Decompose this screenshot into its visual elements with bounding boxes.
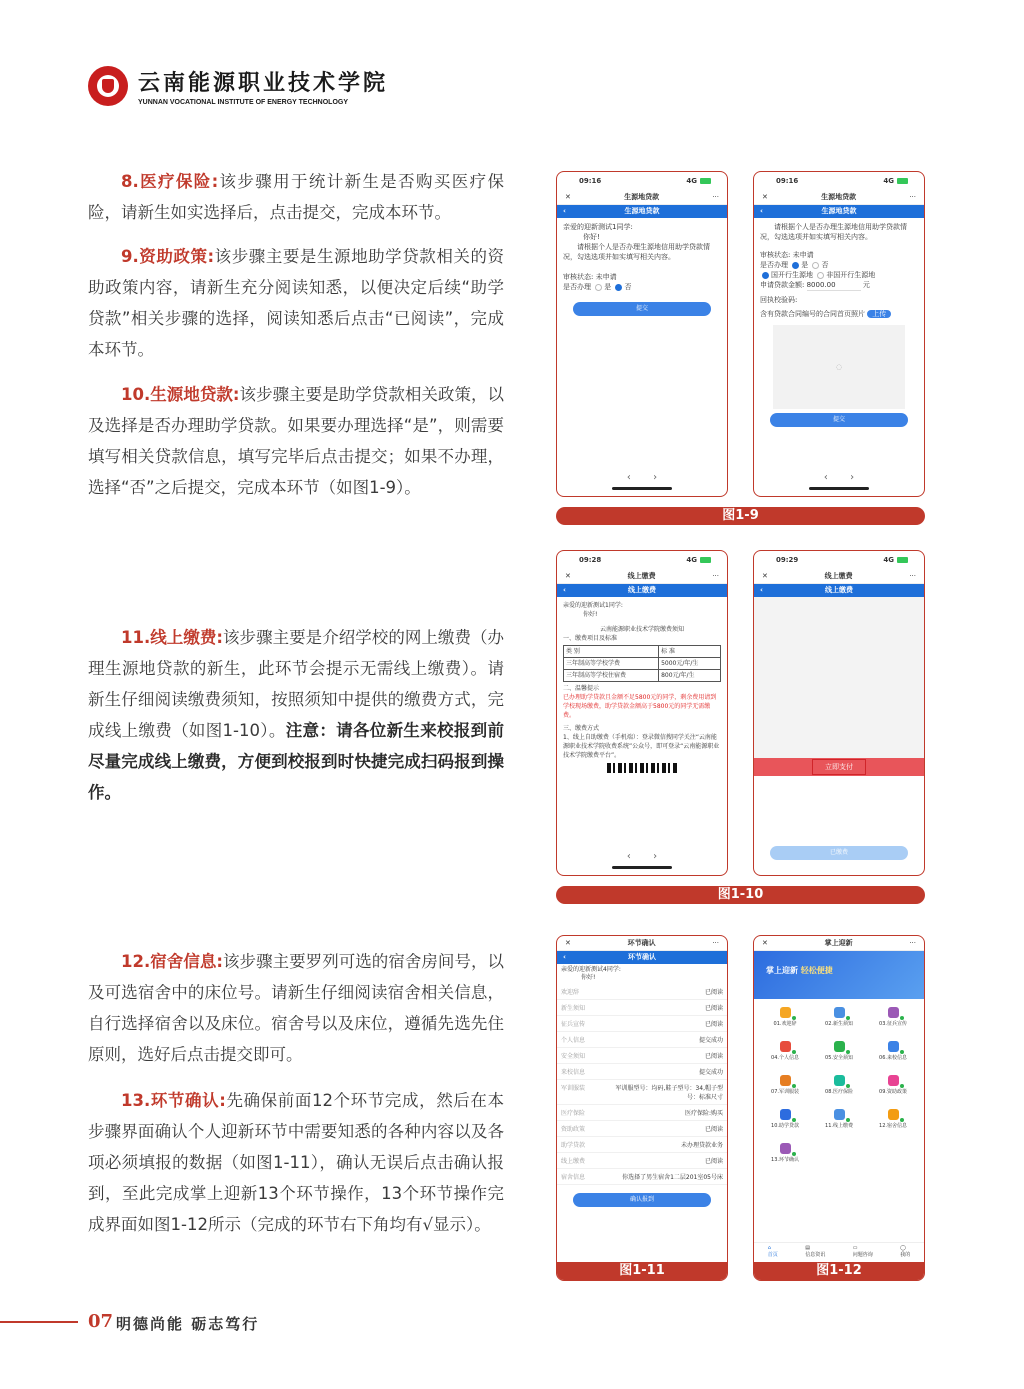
status-value: 未申请 <box>792 251 814 259</box>
radio-type-a[interactable] <box>762 272 769 279</box>
nav-title: 线上缴费 <box>825 586 853 594</box>
row-value: 你选择了男生宿舍1二层201室05号床 <box>622 1174 723 1181</box>
table-row <box>557 984 727 1000</box>
section-9 <box>88 241 504 365</box>
module-icon <box>780 1143 791 1154</box>
more-icon[interactable]: ··· <box>712 939 719 947</box>
banner <box>754 951 924 999</box>
grid-item[interactable] <box>760 1005 810 1035</box>
module-icon <box>888 1041 899 1052</box>
paid-button[interactable]: 已缴费 <box>770 846 908 860</box>
close-icon[interactable]: ✕ <box>762 193 768 201</box>
status-label: 审核状态: <box>760 251 791 259</box>
section-8-body: 该步骤用于统计新生是否购买医疗保险，请新生如实选择后，点击提交，完成本环节。 <box>88 172 504 222</box>
browser-nav[interactable]: ‹ › <box>557 472 727 490</box>
row2-category: 三年制高等学校住宿费 <box>564 670 659 682</box>
table-row <box>557 1064 727 1080</box>
tab-home[interactable]: ⌂ 首页 <box>767 1245 778 1258</box>
row-key: 资助政策 <box>561 1126 586 1133</box>
row-key: 欢迎辞 <box>561 989 580 996</box>
table-row <box>557 1121 727 1137</box>
signal-label: 4G <box>883 556 894 564</box>
row-value: 已阅读 <box>704 989 723 996</box>
section-9-body: 该步骤主要是生源地助学贷款相关的资助政策内容，请新生充分阅读知悉，以便决定后续“助学贷款”相关步骤的选择，阅读知悉后点击“已阅读”，完成本环节。 <box>88 247 504 359</box>
window-title: 掌上迎新 <box>824 939 853 947</box>
table-row <box>557 1137 727 1153</box>
amount-unit: 元 <box>862 281 870 289</box>
code-label: 回执校验码: <box>760 296 798 304</box>
hello: 你好! <box>583 611 598 618</box>
grid-item-label: 05.安全须知 <box>825 1055 853 1061</box>
radio-yes-label: 是 <box>604 283 612 291</box>
module-icon <box>888 1007 899 1018</box>
upload-label: 含有贷款合同编号的合同首页照片 <box>760 310 865 318</box>
section-12 <box>88 946 504 1070</box>
pay-now-bar <box>754 758 924 776</box>
close-icon[interactable]: ✕ <box>762 939 768 947</box>
back-icon[interactable]: ‹ <box>563 586 566 594</box>
section-13-body: 先确保前面12个环节完成，然后在本步骤界面确认个人迎新环节中需要知悉的各种内容以及各项必须填报的数据（如图1-11），确认无误后点击确认报到，至此完成掌上迎新13个环节操作，13个环节操作完成界面如图1-12所示（完成的环节右下角均有√显示）。 <box>88 1091 505 1234</box>
row-value: 已阅读 <box>704 1158 723 1165</box>
hello: 你好! <box>581 974 596 981</box>
grid-item[interactable] <box>868 1039 918 1069</box>
fig12-caption: 图1-12 <box>754 1262 924 1280</box>
grid-item[interactable] <box>868 1073 918 1103</box>
brand-chinese: 云南能源职业技术学院 <box>138 70 389 96</box>
row-key: 来校信息 <box>561 1069 586 1076</box>
row-value: 提交成功 <box>698 1037 723 1044</box>
grid-item[interactable] <box>760 1039 810 1069</box>
grid-item[interactable] <box>868 1107 918 1137</box>
banner-title: 掌上迎新 <box>766 966 798 975</box>
row-key: 线上缴费 <box>561 1158 586 1165</box>
amount-input[interactable]: 8000.00 <box>807 280 861 291</box>
row1-standard: 5000元/年/生 <box>659 658 721 670</box>
intro-text: 请根据个人是否办理生源地信用助学贷款情况，勾选选项并如实填写相关内容。 <box>563 243 710 261</box>
fig9-right-phone <box>753 171 925 497</box>
greeting: 亲爱的迎新测试4同学: <box>561 966 621 973</box>
row-value: 已阅读 <box>704 1126 723 1133</box>
module-icon <box>834 1109 845 1120</box>
section-1: 一、缴费项目及标准 <box>563 635 618 642</box>
module-icon <box>888 1075 899 1086</box>
bottom-tabbar <box>754 1242 924 1262</box>
table-row <box>557 1105 727 1121</box>
app-grid <box>754 999 924 1177</box>
section-12-body: 该步骤主要罗列可选的宿舍房间号，以及可选宿舍中的床位号。请新生仔细阅读宿舍相关信息，自行选择宿舍以及床位。宿舍号以及床位，遵循先选先住原则，选好后点击提交即可。 <box>88 952 505 1064</box>
fig10-right-phone <box>753 550 925 876</box>
module-icon <box>780 1109 791 1120</box>
table-row <box>557 1048 727 1064</box>
window-title: 线上缴费 <box>627 572 656 580</box>
battery-icon <box>700 178 711 184</box>
row-key: 征兵宣传 <box>561 1021 586 1028</box>
radio-type-b[interactable] <box>817 272 824 279</box>
section-11-note: 注意：请各位新生来校报到前尽量完成线上缴费，方便到校报到时快捷完成扫码报到操作。 <box>88 721 504 802</box>
window-title: 环节确认 <box>627 939 656 947</box>
more-icon[interactable]: ··· <box>712 572 719 580</box>
section-8 <box>88 166 504 228</box>
row-key: 宿舍信息 <box>561 1174 586 1181</box>
nav-title: 线上缴费 <box>628 586 656 594</box>
grid-item[interactable] <box>814 1005 864 1035</box>
row-value: 已阅读 <box>704 1021 723 1028</box>
payment-content-area <box>754 597 924 758</box>
section-2: 二、温馨提示 <box>563 685 600 692</box>
radio-no[interactable] <box>615 284 622 291</box>
way-text: 1、线上自助缴费（手机端）：登录微信搜同学关注“云南能源职业技术学院收费系统”公众号，即可登录“云南能源职业技术学院缴费平台”。 <box>563 734 720 759</box>
close-icon[interactable]: ✕ <box>565 939 571 947</box>
grid-item-label: 06.来校信息 <box>879 1055 907 1061</box>
radio-no-label: 否 <box>624 283 632 291</box>
table-row <box>557 1000 727 1016</box>
page-header <box>88 66 388 106</box>
grid-item[interactable] <box>868 1005 918 1035</box>
table-row <box>557 1016 727 1032</box>
tab-news[interactable]: ▤ 信息资讯 <box>805 1245 826 1258</box>
module-icon <box>834 1007 845 1018</box>
row-key: 医疗保险 <box>561 1110 586 1117</box>
notice-title: 云南能源职业技术学院缴费须知 <box>599 626 684 633</box>
module-icon <box>834 1075 845 1086</box>
status-label: 审核状态: <box>563 273 594 281</box>
battery-icon <box>897 178 908 184</box>
fee-table <box>563 645 721 682</box>
tab-home-label: 首页 <box>767 1252 778 1258</box>
page-number: 07 <box>88 1311 114 1332</box>
row-value: 提交成功 <box>698 1069 723 1076</box>
back-icon[interactable]: ‹ <box>760 207 763 215</box>
back-icon[interactable]: ‹ <box>760 586 763 594</box>
tab-questions[interactable]: ▭ 问题咨询 <box>852 1245 873 1258</box>
grid-item[interactable] <box>760 1073 810 1103</box>
grid-item[interactable] <box>760 1107 810 1137</box>
table-row <box>557 1080 727 1105</box>
grid-item-label: 01.欢迎辞 <box>773 1021 797 1027</box>
more-icon[interactable]: ··· <box>712 193 719 201</box>
pay-now-button[interactable]: 立即支付 <box>812 759 866 775</box>
row-key: 安全须知 <box>561 1053 586 1060</box>
module-icon <box>780 1007 791 1018</box>
signal-label: 4G <box>686 556 697 564</box>
close-icon[interactable]: ✕ <box>565 572 571 580</box>
greeting: 亲爱的迎新测试1同学: <box>563 602 623 609</box>
section-10 <box>88 379 504 503</box>
radio-yes[interactable] <box>595 284 602 291</box>
footer-rule <box>0 1321 78 1323</box>
row2-standard: 800元/年/生 <box>659 670 721 682</box>
nav-title: 环节确认 <box>628 953 656 961</box>
fig11-phone <box>556 935 728 1281</box>
section-11-body: 该步骤主要是介绍学校的网上缴费（办理生源地贷款的新生，此环节会提示无需线上缴费）。请新生仔细阅读缴费须知，按照须知中提供的缴费方式，完成线上缴费（如图1-10）。 <box>88 628 505 740</box>
battery-icon <box>700 557 711 563</box>
section-11 <box>88 622 504 808</box>
row-value: 医疗保险:购买 <box>684 1110 723 1117</box>
radio-type-a-label: 国开行生源地 <box>771 271 813 279</box>
nav-title: 生源地贷款 <box>821 207 857 215</box>
more-icon[interactable]: ··· <box>909 572 916 580</box>
fig9-left-phone <box>556 171 728 497</box>
radio-no[interactable] <box>812 262 819 269</box>
tab-questions-label: 问题咨询 <box>852 1252 873 1258</box>
fig9-caption: 图1-9 <box>556 507 925 525</box>
row-key: 助学贷款 <box>561 1142 586 1149</box>
status-time: 09:16 <box>579 177 602 185</box>
section-13 <box>88 1085 504 1240</box>
section-10-title: 10.生源地贷款: <box>121 385 240 404</box>
row1-category: 三年制高等学校学费 <box>564 658 659 670</box>
row-value: 已阅读 <box>704 1053 723 1060</box>
more-icon[interactable]: ··· <box>909 193 916 201</box>
banner-subtitle: 轻松便捷 <box>800 966 833 975</box>
signal-label: 4G <box>883 177 894 185</box>
tip-text: 已办理助学贷款且金额不足5800元的同学，剩余费用请到学校现场缴费，助学贷款金额高于5800元的同学无需缴费。 <box>563 694 717 719</box>
grid-item-label: 10.助学贷款 <box>771 1123 799 1129</box>
grid-item[interactable] <box>814 1107 864 1137</box>
browser-nav[interactable]: ‹ › <box>754 472 924 490</box>
nav-title: 生源地贷款 <box>624 207 660 215</box>
grid-item-label: 07.军训服装 <box>771 1089 799 1095</box>
module-icon <box>780 1075 791 1086</box>
close-icon[interactable]: ✕ <box>565 193 571 201</box>
grid-item[interactable] <box>814 1073 864 1103</box>
question-label: 是否办理 <box>760 261 788 269</box>
confirm-button[interactable]: 确认报到 <box>573 1193 711 1207</box>
radio-yes-label: 是 <box>801 261 809 269</box>
status-time: 09:29 <box>776 556 799 564</box>
section-13-title: 13.环节确认: <box>121 1091 226 1110</box>
fig10-caption: 图1-10 <box>556 886 925 904</box>
status-value: 未申请 <box>595 273 617 281</box>
placeholder-icon: ◌ <box>835 363 843 371</box>
section-12-title: 12.宿舍信息: <box>121 952 223 971</box>
signal-label: 4G <box>686 177 697 185</box>
school-logo-icon <box>88 66 128 106</box>
table-row <box>557 1153 727 1169</box>
grid-item[interactable] <box>814 1039 864 1069</box>
row-key: 军训服装 <box>561 1085 586 1092</box>
grid-item-label: 12.宿舍信息 <box>879 1123 907 1129</box>
tab-mine-label: 我的 <box>900 1252 911 1258</box>
fig12-phone <box>753 935 925 1281</box>
footer-slogan: 明德尚能 砺志笃行 <box>116 1315 260 1333</box>
row-key: 新生须知 <box>561 1005 586 1012</box>
grid-item-label: 13.环节确认 <box>771 1157 799 1163</box>
status-time: 09:28 <box>579 556 602 564</box>
back-icon[interactable]: ‹ <box>563 207 566 215</box>
row-value: 已阅读 <box>704 1005 723 1012</box>
battery-icon <box>897 557 908 563</box>
table-row <box>557 1032 727 1048</box>
module-icon <box>834 1041 845 1052</box>
submit-button[interactable]: 提交 <box>770 413 908 427</box>
fig11-caption: 图1-11 <box>557 1262 727 1280</box>
section-9-title: 9.资助政策: <box>121 247 215 266</box>
grid-item-label: 03.征兵宣传 <box>879 1021 907 1027</box>
submit-button[interactable]: 提交 <box>573 302 711 316</box>
section-11-title: 11.线上缴费: <box>121 628 223 647</box>
radio-type-b-label: 非国开行生源地 <box>826 271 876 279</box>
intro-text: 请根据个人是否办理生源地信用助学贷款情况，勾选选项并如实填写相关内容。 <box>760 223 907 241</box>
tab-mine[interactable]: ◯ 我的 <box>900 1245 911 1258</box>
section-3: 三、缴费方式 <box>563 725 600 732</box>
confirm-list <box>557 984 727 1185</box>
row-value: 军训服型号：均码,鞋子型号：34,帽子型号：标准尺寸 <box>615 1085 723 1101</box>
fig10-left-phone <box>556 550 728 876</box>
amount-label: 申请贷款金额: <box>760 281 805 289</box>
section-8-title: 8.医疗保险: <box>121 172 219 191</box>
grid-item-label: 08.医疗保险 <box>825 1089 853 1095</box>
hello: 你好! <box>583 233 600 241</box>
th-standard: 标 准 <box>659 646 721 658</box>
grid-item-label: 02.新生须知 <box>825 1021 853 1027</box>
upload-preview[interactable] <box>773 325 905 409</box>
row-key: 个人信息 <box>561 1037 586 1044</box>
brand-english: YUNNAN VOCATIONAL INSTITUTE OF ENERGY TECHNOLOGY <box>138 99 349 106</box>
radio-yes[interactable] <box>792 262 799 269</box>
browser-nav[interactable]: ‹ › <box>557 851 727 869</box>
status-time: 09:16 <box>776 177 799 185</box>
qr-code-icon[interactable] <box>607 763 677 773</box>
grid-item-label: 04.个人信息 <box>771 1055 799 1061</box>
radio-no-label: 否 <box>821 261 829 269</box>
page-footer <box>0 1311 1024 1331</box>
module-icon <box>888 1109 899 1120</box>
window-title: 线上缴费 <box>824 572 853 580</box>
section-10-body: 该步骤主要是助学贷款相关政策，以及选择是否办理助学贷款。如果要办理选择“是”，则需要填写相关贷款信息，填写完毕后点击提交；如果不办理，选择“否”之后提交，完成本环节（如图1-9）。 <box>88 385 505 497</box>
back-icon[interactable]: ‹ <box>563 953 566 961</box>
window-title: 生源地贷款 <box>624 193 660 201</box>
more-icon[interactable]: ··· <box>909 939 916 947</box>
row-value: 未办理贷款业务 <box>680 1142 723 1149</box>
question-label: 是否办理 <box>563 283 591 291</box>
upload-button[interactable]: 上传 <box>867 310 891 318</box>
th-category: 类 别 <box>564 646 659 658</box>
tab-news-label: 信息资讯 <box>805 1252 826 1258</box>
table-row <box>557 1169 727 1185</box>
grid-item-label: 11.线上缴费 <box>825 1123 853 1129</box>
close-icon[interactable]: ✕ <box>762 572 768 580</box>
grid-item-label: 09.资助政策 <box>879 1089 907 1095</box>
greeting: 亲爱的迎新测试1同学: <box>563 223 633 231</box>
module-icon <box>780 1041 791 1052</box>
grid-item[interactable] <box>760 1141 810 1171</box>
window-title: 生源地贷款 <box>821 193 857 201</box>
